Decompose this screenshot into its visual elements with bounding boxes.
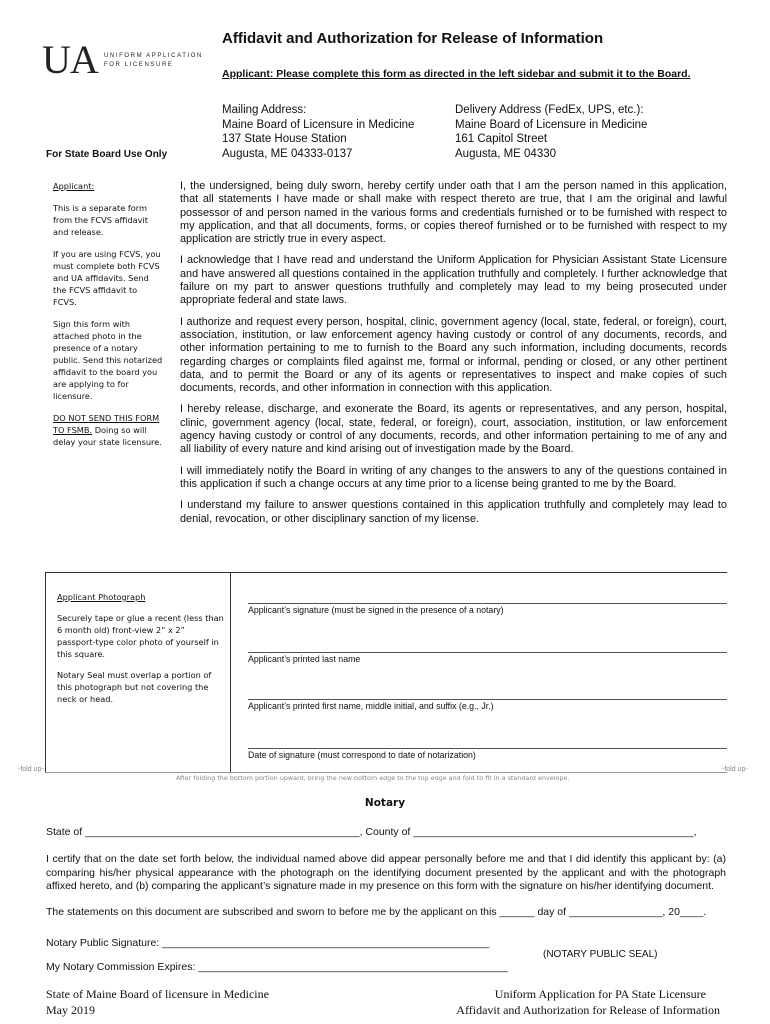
photo-notary-note: Notary Seal must overlap a portion of this photograph but not covering the neck or head. <box>57 670 212 704</box>
affidavit-paragraph: I acknowledge that I have read and understand the Uniform Application for Physician Assistant State Licensure and have answered all questions contained in the application truthfully and completely. I further acknowledge that failure on my part to answer questions truthfully and completely may lead to my being prosecuted under appropriate federal and state laws. <box>180 254 727 307</box>
section-divider <box>229 572 727 573</box>
delivery-line: 161 Capitol Street <box>455 133 548 145</box>
state-county-field[interactable]: State of _______________________________________________, County of ________________________________________________, <box>46 826 697 838</box>
sidebar-paragraph: Sign this form with attached photo in the presence of a notary public. Send this notarized affidavit to the board you are applying to for licensure. <box>53 319 163 401</box>
photo-heading: Applicant Photograph <box>57 592 146 602</box>
commission-expires-field[interactable]: My Notary Commission Expires: _____________________________________________________ <box>46 961 508 973</box>
fold-up-left: -fold up- <box>18 766 44 773</box>
mailing-line: Mailing Address: <box>222 104 307 116</box>
sidebar-paragraph: This is a separate form from the FCVS affidavit and release. <box>53 203 148 237</box>
notary-certification: I certify that on the date set forth below, the individual named above did appear personally before me and that I did identify this applicant by: (a) comparing his/her physical appearance with the photograph on the identifying document presented by the applicant and with the photograph affixed hereto, and (b) comparing the applicant’s signature made in my presence on this form with the signature on his/her identifying document. <box>46 853 726 892</box>
board-use-only-label: For State Board Use Only <box>46 149 168 160</box>
signature-line[interactable] <box>248 603 727 604</box>
affidavit-body <box>180 180 727 534</box>
delivery-line: Augusta, ME 04330 <box>455 147 557 160</box>
affidavit-paragraph: I authorize and request every person, hospital, clinic, government agency (local, state, federal, or foreign), court, association, institution, or law enforcement agency having custody or control of any documents, records, and other information pertaining to me to furnish to the Board any such information, including documents, records regarding charges or complaints filed against me, formal or informal, pending or closed, or any other pertinent data, and to permit the Board or any of its agents or representatives to inspect and make copies of such documents, records, and other information in connection with this application. <box>180 315 727 395</box>
delivery-line: Maine Board of Licensure in Medicine <box>455 118 648 131</box>
form-title: Affidavit and Authorization for Release of Information <box>222 30 604 47</box>
signature-label: Applicant’s signature (must be signed in the presence of a notary) <box>248 605 504 615</box>
sidebar-applicant-label: Applicant: <box>53 181 95 191</box>
fold-line <box>45 772 727 773</box>
sidebar-instructions <box>53 180 163 458</box>
footer-application-name: Uniform Application for PA State Licensure <box>494 987 706 1001</box>
sidebar-warning <box>53 412 163 448</box>
delivery-address <box>455 103 647 161</box>
sworn-date-field[interactable]: The statements on this document are subscribed and sworn to before me by the applicant on this ______ day of ________________, 20____. <box>46 906 707 918</box>
fold-up-right: -fold up- <box>722 766 748 773</box>
ua-logo: UA <box>42 37 98 82</box>
sidebar-warning-underlined: DO NOT SEND THIS FORM TO FSMB. <box>53 413 160 435</box>
fold-instruction: After folding the bottom portion upward, bring the new bottom edge to the top edge and fold to fit in a standard envelope. <box>176 774 570 782</box>
first-name-label: Applicant’s printed first name, middle initial, and suffix (e.g., Jr.) <box>248 701 494 711</box>
ua-logo-text <box>104 52 203 70</box>
notary-heading: Notary <box>364 797 406 809</box>
notary-seal-label: (NOTARY PUBLIC SEAL) <box>543 949 658 960</box>
footer-right <box>456 986 720 1018</box>
footer-form-name: Affidavit and Authorization for Release of Information <box>456 1003 720 1017</box>
footer-date: May 2019 <box>46 1003 95 1017</box>
signature-date-label: Date of signature (must correspond to date of notarization) <box>248 750 476 760</box>
signature-date-line[interactable] <box>248 748 727 749</box>
footer-board-name: State of Maine Board of licensure in Medicine <box>46 987 269 1001</box>
affidavit-paragraph: I hereby release, discharge, and exonerate the Board, its agents or representatives, and any person, hospital, clinic, government agency (local, state, federal, or foreign), court, association, institution, or law enforcement agency having custody or control of any documents, records, and other information pertaining to me of any and all liability of every nature and kind arising out of investigation made by the Board. <box>180 403 727 456</box>
sidebar-paragraph: If you are using FCVS, you must complete both FCVS and UA affidavits. Send the FCVS affidavit to FCVS. <box>53 249 161 307</box>
affidavit-paragraph: I, the undersigned, being duly sworn, hereby certify under oath that I am the person named in this application, that all statements I have made or shall make with respect thereto are true, that I am the original and lawful possessor of and person named in the various forms and credentials furnished or to be furnished with respect to my application, and that all documents, forms, or copies thereof furnished or to be furnished with respect to my application are strictly true in every aspect. <box>180 180 727 246</box>
logo-line-1: UNIFORM APPLICATION <box>104 53 203 59</box>
footer-left <box>46 986 269 1018</box>
mailing-line: 137 State House Station <box>222 133 347 145</box>
affidavit-paragraph: I understand my failure to answer questions contained in this application truthfully and completely may lead to denial, revocation, or other disciplinary sanction of my license. <box>180 499 727 525</box>
last-name-line[interactable] <box>248 652 727 653</box>
mailing-line: Augusta, ME 04333-0137 <box>222 147 353 160</box>
applicant-instruction: Applicant: Please complete this form as directed in the left sidebar and submit it to the Board. <box>222 68 691 80</box>
last-name-label: Applicant’s printed last name <box>248 654 361 664</box>
mailing-address <box>222 103 414 161</box>
applicant-photo-box[interactable] <box>45 572 231 773</box>
logo-line-2: FOR LICENSURE <box>104 62 174 68</box>
affidavit-paragraph: I will immediately notify the Board in writing of any changes to the answers to any of the questions contained in this application if such a change occurs at any time prior to a license being granted to me by the Board. <box>180 464 727 490</box>
mailing-line: Maine Board of Licensure in Medicine <box>222 118 415 131</box>
first-name-line[interactable] <box>248 699 727 700</box>
photo-instruction: Securely tape or glue a recent (less than 6 month old) front-view 2” x 2” passport-type color photo of yourself in this square. <box>57 613 224 659</box>
notary-signature-field[interactable]: Notary Public Signature: ________________________________________________________ <box>46 937 490 949</box>
delivery-line: Delivery Address (FedEx, UPS, etc.): <box>455 104 644 116</box>
sidebar-warning-rest: Doing so will delay your state licensure. <box>53 425 162 447</box>
